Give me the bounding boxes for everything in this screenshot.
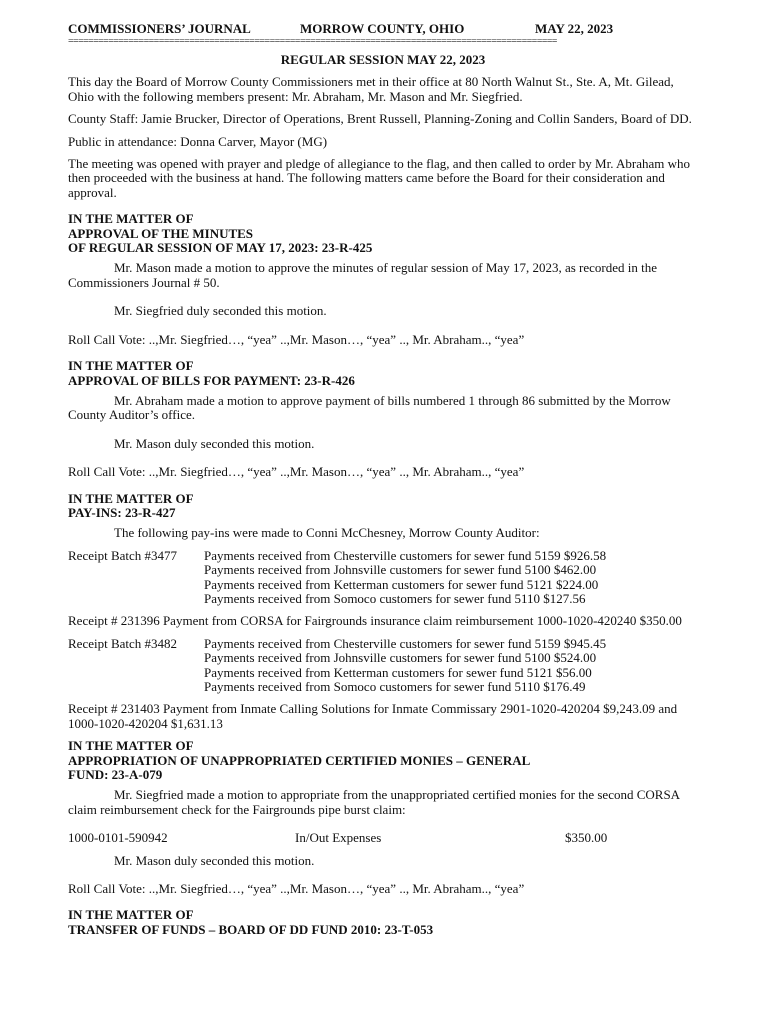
appropriation-second: Mr. Mason duly seconded this motion. [114, 852, 315, 868]
account-amount: $350.00 [565, 830, 608, 846]
session-title: REGULAR SESSION MAY 22, 2023 [280, 52, 486, 67]
heading-line: APPROVAL OF THE MINUTES [68, 225, 254, 241]
heading-line: IN THE MATTER OF [68, 738, 194, 754]
batch-line: Payments received from Johnsville customers for sewer fund 5100 $462.00 [204, 562, 597, 578]
appropriation-motion: Mr. Siegfried made a motion to appropriate from the unappropriated certified monies for the second CORSA claim reimbursement check for the Fairgrounds pipe burst claim: [68, 787, 680, 817]
account-description: In/Out Expenses [295, 830, 382, 846]
payins-intro: The following pay-ins were made to Conni McChesney, Morrow County Auditor: [114, 525, 540, 541]
heading-line: PAY-INS: 23-R-427 [68, 504, 176, 520]
batch-label: Receipt Batch #3482 [68, 635, 178, 651]
batch-line: Payments received from Johnsville customers for sewer fund 5100 $524.00 [204, 650, 597, 666]
bills-heading [68, 359, 698, 388]
appropriation-heading [68, 739, 698, 782]
receipt-batch-3477 [68, 549, 698, 607]
heading-line: IN THE MATTER OF [68, 907, 194, 923]
intro-members: This day the Board of Morrow County Commissioners met in their office at 80 North Walnut St., Ste. A, Mt. Gilead, Ohio with the following members present: Mr. Abraham, Mr. Mason and Mr. Siegfried. [68, 74, 674, 104]
payins-heading [68, 492, 698, 521]
transfer-heading [68, 908, 698, 937]
bills-motion: Mr. Abraham made a motion to approve payment of bills numbered 1 through 86 submitted by the Morrow County Auditor’s office. [68, 392, 671, 423]
account-number: 1000-0101-590942 [68, 830, 168, 846]
heading-line: OF REGULAR SESSION OF MAY 17, 2023: 23-R-425 [68, 240, 373, 256]
batch-line: Payments received from Ketterman customers for sewer fund 5121 $56.00 [204, 664, 592, 680]
heading-line: TRANSFER OF FUNDS – BOARD OF DD FUND 2010: 23-T-053 [68, 921, 434, 937]
minutes-heading [68, 212, 698, 255]
batch-line: Payments received from Somoco customers for sewer fund 5110 $127.56 [204, 590, 586, 606]
header-rule: ================================================================================================= [68, 37, 557, 47]
page-header [68, 22, 698, 37]
batch-line: Payments received from Ketterman customers for sewer fund 5121 $224.00 [204, 576, 599, 592]
minutes-motion: Mr. Mason made a motion to approve the minutes of regular session of May 17, 2023, as recorded in the Commissioners Journal # 50. [68, 260, 657, 290]
intro-staff: County Staff: Jamie Brucker, Director of Operations, Brent Russell, Planning-Zoning and Collin Sanders, Board of DD. [68, 111, 692, 127]
intro-opening: The meeting was opened with prayer and pledge of allegiance to the flag, and then called to order by Mr. Abraham who then proceeded with the business at hand. The following matters came before the Board for their consideration and approval. [68, 156, 690, 200]
batch-line: Payments received from Chesterville customers for sewer fund 5159 $926.58 [204, 547, 607, 563]
batch-line: Payments received from Somoco customers for sewer fund 5110 $176.49 [204, 679, 586, 694]
heading-line: FUND: 23-A-079 [68, 767, 163, 783]
receipt-231403: Receipt # 231403 Payment from Inmate Calling Solutions for Inmate Commissary 2901-1020-420204 $9,243.09 and 1000-1020-420204 $1,631.13 [68, 701, 678, 731]
header-date: MAY 22, 2023 [535, 21, 614, 36]
minutes-second: Mr. Siegfried duly seconded this motion. [114, 303, 327, 319]
journal-page [68, 22, 698, 943]
intro-public: Public in attendance: Donna Carver, Mayor (MG) [68, 133, 328, 149]
journal-name: COMMISSIONERS’ JOURNAL [68, 21, 251, 36]
heading-line: IN THE MATTER OF [68, 211, 194, 227]
heading-line: IN THE MATTER OF [68, 358, 194, 374]
receipt-batch-3482 [68, 637, 698, 695]
appropriation-vote: Roll Call Vote: ..,Mr. Siegfried…, “yea” ..,Mr. Mason…, “yea” .., Mr. Abraham.., “yea” [68, 881, 525, 897]
bills-vote: Roll Call Vote: ..,Mr. Siegfried…, “yea” ..,Mr. Mason…, “yea” .., Mr. Abraham.., “yea” [68, 464, 525, 480]
county-name: MORROW COUNTY, OHIO [300, 21, 465, 36]
appropriation-line [68, 831, 698, 845]
heading-line: APPROPRIATION OF UNAPPROPRIATED CERTIFIED MONIES – GENERAL [68, 752, 531, 768]
heading-line: IN THE MATTER OF [68, 490, 194, 506]
receipt-231396: Receipt # 231396 Payment from CORSA for Fairgrounds insurance claim reimbursement 1000-1020-420240 $350.00 [68, 613, 682, 629]
batch-line: Payments received from Chesterville customers for sewer fund 5159 $945.45 [204, 635, 607, 651]
batch-label: Receipt Batch #3477 [68, 547, 178, 563]
bills-second: Mr. Mason duly seconded this motion. [114, 435, 315, 451]
heading-line: APPROVAL OF BILLS FOR PAYMENT: 23-R-426 [68, 372, 355, 388]
minutes-vote: Roll Call Vote: ..,Mr. Siegfried…, “yea” ..,Mr. Mason…, “yea” .., Mr. Abraham.., “yea” [68, 331, 525, 347]
